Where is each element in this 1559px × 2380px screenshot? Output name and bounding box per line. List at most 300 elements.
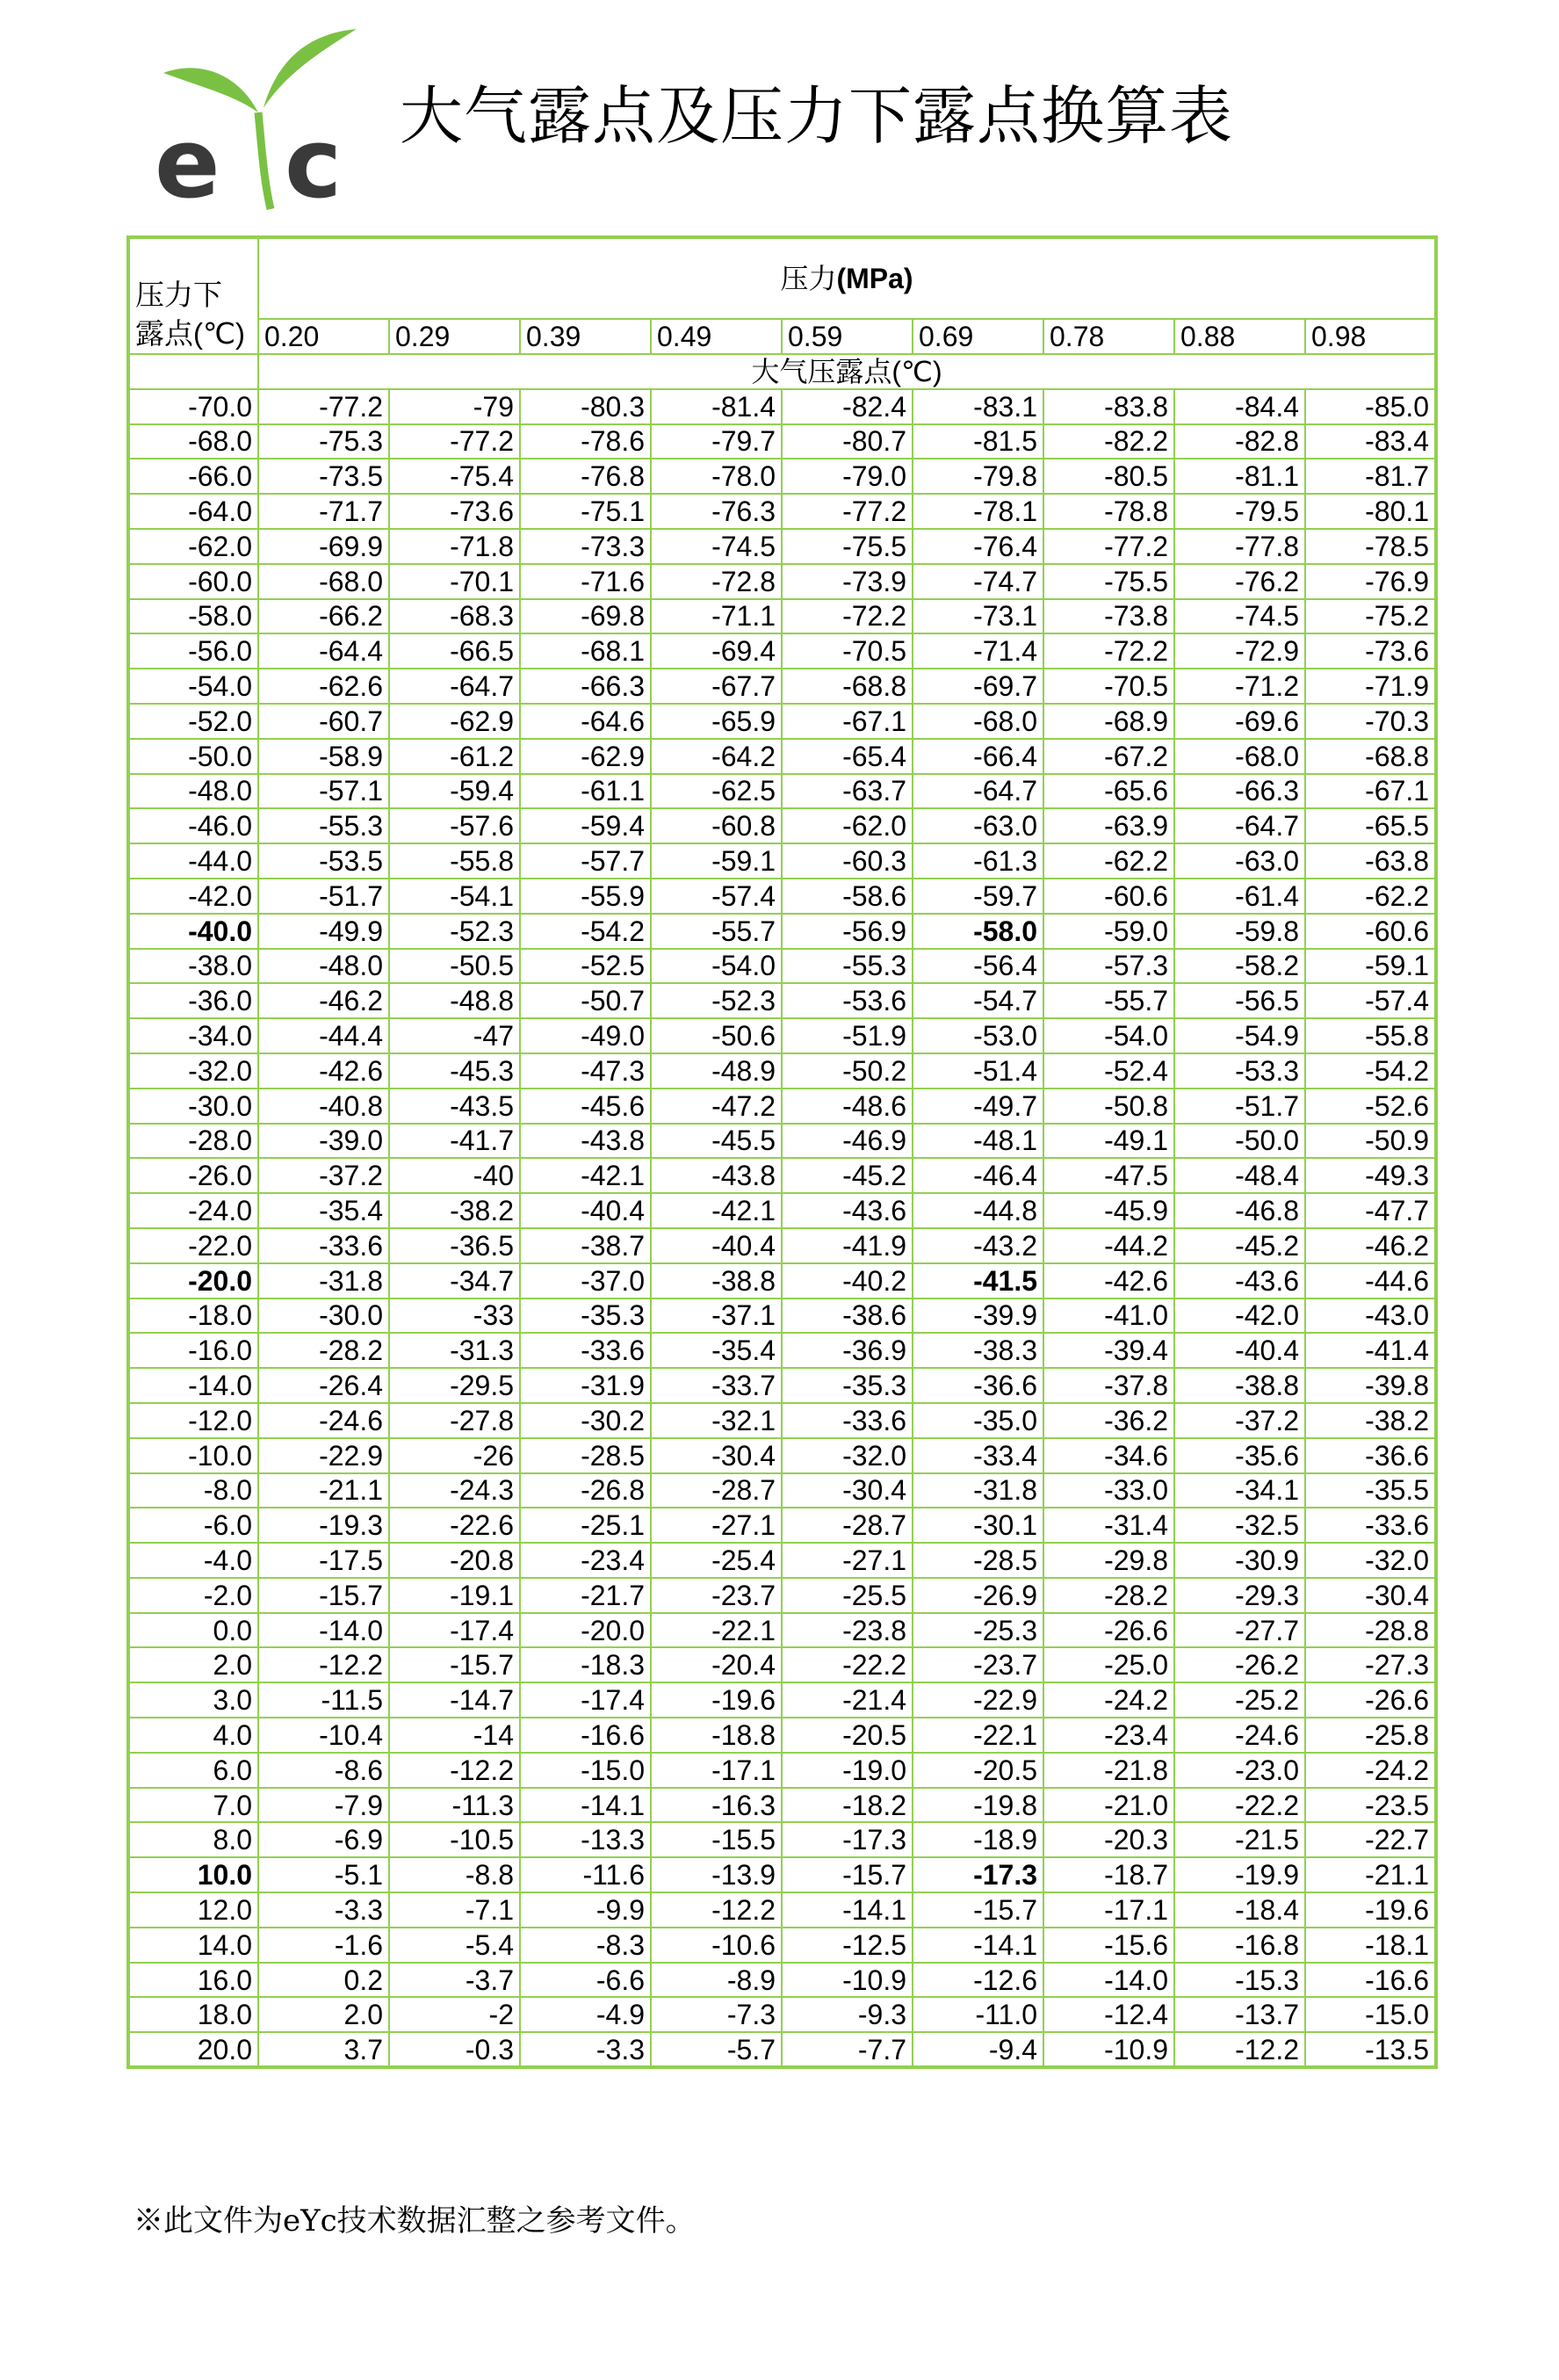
- atmospheric-dewpoint-cell: -41.7: [389, 1124, 520, 1159]
- atmospheric-dewpoint-cell: -8.8: [389, 1857, 520, 1892]
- atmospheric-dewpoint-cell: -56.4: [913, 949, 1043, 984]
- table-row: [128, 669, 1436, 704]
- atmospheric-dewpoint-cell: -71.4: [913, 633, 1043, 669]
- atmospheric-dewpoint-cell: -55.7: [651, 914, 782, 949]
- logo-letter-e: e: [155, 107, 220, 218]
- atmospheric-dewpoint-cell: -22.1: [913, 1718, 1043, 1753]
- pressure-dewpoint-cell: 3.0: [128, 1682, 258, 1718]
- atmospheric-dewpoint-cell: -73.3: [520, 529, 651, 564]
- atmospheric-dewpoint-cell: -35.6: [1174, 1438, 1305, 1473]
- atmospheric-dewpoint-cell: -33.7: [651, 1368, 782, 1403]
- atmospheric-dewpoint-cell: -80.3: [520, 389, 651, 424]
- pressure-dewpoint-cell: 12.0: [128, 1892, 258, 1928]
- atmospheric-dewpoint-cell: -27.3: [1305, 1647, 1436, 1682]
- atmospheric-dewpoint-cell: -40.4: [651, 1228, 782, 1263]
- atmospheric-dewpoint-cell: -42.6: [1043, 1263, 1174, 1299]
- atmospheric-dewpoint-cell: -14.1: [782, 1892, 913, 1928]
- atmospheric-dewpoint-cell: -34.6: [1043, 1438, 1174, 1473]
- atmospheric-dewpoint-cell: -69.4: [651, 633, 782, 669]
- atmospheric-dewpoint-cell: -39.8: [1305, 1368, 1436, 1403]
- atmospheric-dewpoint-cell: -56.9: [782, 914, 913, 949]
- atmospheric-dewpoint-cell: -78.0: [651, 459, 782, 494]
- atmospheric-dewpoint-cell: -72.8: [651, 564, 782, 599]
- table-row: [128, 1928, 1436, 1963]
- atmospheric-dewpoint-cell: -18.9: [913, 1822, 1043, 1857]
- atmospheric-dewpoint-cell: -22.2: [782, 1647, 913, 1682]
- atmospheric-dewpoint-cell: -66.4: [913, 739, 1043, 774]
- table-body: [128, 389, 1436, 2067]
- atmospheric-dewpoint-cell: -10.9: [1043, 2032, 1174, 2067]
- atmospheric-dewpoint-cell: -76.3: [651, 494, 782, 529]
- atmospheric-dewpoint-cell: -21.1: [258, 1473, 389, 1508]
- atmospheric-dewpoint-cell: -45.3: [389, 1053, 520, 1089]
- atmospheric-dewpoint-cell: -50.9: [1305, 1124, 1436, 1159]
- atmospheric-dewpoint-cell: -26.4: [258, 1368, 389, 1403]
- table-row: [128, 1508, 1436, 1543]
- atmospheric-dewpoint-cell: -14.1: [913, 1928, 1043, 1963]
- atmospheric-dewpoint-cell: -76.4: [913, 529, 1043, 564]
- atmospheric-dewpoint-cell: -48.6: [782, 1089, 913, 1124]
- atmospheric-dewpoint-cell: -10.9: [782, 1963, 913, 1998]
- atmospheric-dewpoint-cell: -71.7: [258, 494, 389, 529]
- atmospheric-dewpoint-cell: -63.9: [1043, 808, 1174, 843]
- atmospheric-dewpoint-cell: -39.4: [1043, 1333, 1174, 1368]
- atmospheric-dewpoint-cell: -12.6: [913, 1963, 1043, 1998]
- atmospheric-dewpoint-cell: -24.3: [389, 1473, 520, 1508]
- atmospheric-dewpoint-cell: -57.1: [258, 774, 389, 809]
- atmospheric-dewpoint-cell: -26.2: [1174, 1647, 1305, 1682]
- atmospheric-dewpoint-cell: -30.4: [1305, 1578, 1436, 1613]
- atmospheric-dewpoint-cell: -1.6: [258, 1928, 389, 1963]
- atmospheric-dewpoint-cell: -68.8: [782, 669, 913, 704]
- atmospheric-dewpoint-cell: -66.3: [520, 669, 651, 704]
- atmospheric-dewpoint-cell: -5.1: [258, 1857, 389, 1892]
- atmospheric-dewpoint-cell: -48.1: [913, 1124, 1043, 1159]
- atmospheric-dewpoint-cell: -41.9: [782, 1228, 913, 1263]
- atmospheric-dewpoint-cell: -9.3: [782, 1997, 913, 2032]
- pressure-dewpoint-cell: -38.0: [128, 949, 258, 984]
- atmospheric-dewpoint-cell: -37.2: [1174, 1403, 1305, 1438]
- atmospheric-dewpoint-cell: -11.5: [258, 1682, 389, 1718]
- atmospheric-dewpoint-cell: -28.7: [651, 1473, 782, 1508]
- atmospheric-dewpoint-cell: -33.0: [1043, 1473, 1174, 1508]
- atmospheric-dewpoint-cell: -28.2: [258, 1333, 389, 1368]
- atmospheric-dewpoint-cell: -37.2: [258, 1158, 389, 1193]
- atmospheric-dewpoint-cell: -52.3: [389, 914, 520, 949]
- atmospheric-dewpoint-cell: -73.6: [389, 494, 520, 529]
- atmospheric-dewpoint-cell: -12.4: [1043, 1997, 1174, 2032]
- atmospheric-dewpoint-cell: -33.6: [1305, 1508, 1436, 1543]
- atmospheric-dewpoint-cell: -42.6: [258, 1053, 389, 1089]
- atmospheric-dewpoint-cell: -60.3: [782, 843, 913, 879]
- pressure-dewpoint-cell: -22.0: [128, 1228, 258, 1263]
- atmospheric-dewpoint-cell: -33.4: [913, 1438, 1043, 1473]
- atmospheric-dewpoint-cell: -30.1: [913, 1508, 1043, 1543]
- atmospheric-dewpoint-cell: -50.6: [651, 1018, 782, 1053]
- atmospheric-dewpoint-cell: 2.0: [258, 1997, 389, 2032]
- pressure-dewpoint-cell: -70.0: [128, 389, 258, 424]
- pressure-value-cell: 0.39: [520, 319, 651, 354]
- atmospheric-dewpoint-cell: -17.4: [389, 1613, 520, 1648]
- atmospheric-dewpoint-cell: -2: [389, 1997, 520, 2032]
- pressure-dewpoint-cell: 18.0: [128, 1997, 258, 2032]
- footnote: ※此文件为eYc技术数据汇整之参考文件。: [134, 2203, 696, 2239]
- atmospheric-dewpoint-cell: -83.4: [1305, 424, 1436, 459]
- atmospheric-dewpoint-cell: -49.3: [1305, 1158, 1436, 1193]
- table-row: [128, 704, 1436, 739]
- atmospheric-dewpoint-cell: -17.4: [520, 1682, 651, 1718]
- atmospheric-dewpoint-cell: -43.8: [651, 1158, 782, 1193]
- atmospheric-dewpoint-cell: -41.5: [913, 1263, 1043, 1299]
- atmospheric-dewpoint-cell: -12.2: [389, 1753, 520, 1788]
- atmospheric-dewpoint-cell: -32.0: [782, 1438, 913, 1473]
- atmospheric-dewpoint-cell: -37.0: [520, 1263, 651, 1299]
- atmospheric-dewpoint-cell: -16.8: [1174, 1928, 1305, 1963]
- table-row: [128, 2032, 1436, 2067]
- atmospheric-dewpoint-cell: -54.7: [913, 983, 1043, 1018]
- atmospheric-dewpoint-cell: -32.1: [651, 1403, 782, 1438]
- atmospheric-dewpoint-cell: -65.5: [1305, 808, 1436, 843]
- pressure-dewpoint-cell: -42.0: [128, 879, 258, 914]
- atmospheric-dewpoint-cell: -30.4: [782, 1473, 913, 1508]
- atmospheric-dewpoint-cell: 0.2: [258, 1963, 389, 1998]
- atmospheric-dewpoint-cell: -59.7: [913, 879, 1043, 914]
- atmospheric-dewpoint-cell: -20.0: [520, 1613, 651, 1648]
- atmospheric-dewpoint-cell: -4.9: [520, 1997, 651, 2032]
- atmospheric-dewpoint-cell: -15.3: [1174, 1963, 1305, 1998]
- pressure-dewpoint-cell: -28.0: [128, 1124, 258, 1159]
- atmospheric-dewpoint-cell: -79.0: [782, 459, 913, 494]
- atmospheric-dewpoint-cell: -64.4: [258, 633, 389, 669]
- pressure-dewpoint-cell: -30.0: [128, 1089, 258, 1124]
- pressure-dewpoint-header: [128, 237, 258, 354]
- atmospheric-dewpoint-cell: -77.2: [389, 424, 520, 459]
- dewpoint-conversion-table: [126, 235, 1438, 2069]
- table-row: [128, 914, 1436, 949]
- atmospheric-dewpoint-cell: -18.1: [1305, 1928, 1436, 1963]
- atmospheric-dewpoint-cell: -64.7: [1174, 808, 1305, 843]
- atmospheric-dewpoint-cell: -57.3: [1043, 949, 1174, 984]
- atmospheric-dewpoint-cell: -55.3: [258, 808, 389, 843]
- atmospheric-dewpoint-cell: -56.5: [1174, 983, 1305, 1018]
- atmospheric-dewpoint-cell: -64.7: [913, 774, 1043, 809]
- atmospheric-dewpoint-cell: -22.7: [1305, 1822, 1436, 1857]
- atmospheric-dewpoint-cell: -47.7: [1305, 1193, 1436, 1228]
- table-row: [128, 1963, 1436, 1998]
- atmospheric-dewpoint-cell: -48.4: [1174, 1158, 1305, 1193]
- pressure-dewpoint-cell: -62.0: [128, 529, 258, 564]
- atmospheric-dewpoint-cell: -17.3: [913, 1857, 1043, 1892]
- atmospheric-dewpoint-cell: -26.6: [1043, 1613, 1174, 1648]
- atmospheric-dewpoint-cell: -60.6: [1305, 914, 1436, 949]
- atmospheric-dewpoint-cell: -22.6: [389, 1508, 520, 1543]
- pressure-dewpoint-cell: -40.0: [128, 914, 258, 949]
- atmospheric-dewpoint-cell: -73.8: [1043, 599, 1174, 634]
- atmospheric-dewpoint-cell: -38.6: [782, 1299, 913, 1334]
- atmospheric-dewpoint-cell: -62.9: [520, 739, 651, 774]
- atmospheric-dewpoint-cell: -84.4: [1174, 389, 1305, 424]
- pressure-dewpoint-cell: -64.0: [128, 494, 258, 529]
- table-row: [128, 633, 1436, 669]
- atmospheric-dewpoint-cell: -27.1: [651, 1508, 782, 1543]
- atmospheric-dewpoint-cell: -76.9: [1305, 564, 1436, 599]
- atmospheric-dewpoint-cell: -45.2: [1174, 1228, 1305, 1263]
- logo-letter-c: c: [285, 107, 343, 218]
- pressure-dewpoint-header-line1: 压力下: [135, 279, 222, 311]
- table-row: [128, 564, 1436, 599]
- atmospheric-dewpoint-cell: -43.6: [782, 1193, 913, 1228]
- atmospheric-dewpoint-cell: -82.2: [1043, 424, 1174, 459]
- atmospheric-dewpoint-cell: -58.2: [1174, 949, 1305, 984]
- atmospheric-dewpoint-cell: -33.6: [258, 1228, 389, 1263]
- atmospheric-dewpoint-cell: -32.5: [1174, 1508, 1305, 1543]
- atmospheric-dewpoint-cell: -58.0: [913, 914, 1043, 949]
- atmospheric-dewpoint-cell: -79.7: [651, 424, 782, 459]
- atmospheric-dewpoint-cell: -32.0: [1305, 1543, 1436, 1578]
- atmospheric-dewpoint-cell: -19.0: [782, 1753, 913, 1788]
- atmospheric-dewpoint-cell: -47: [389, 1018, 520, 1053]
- atmospheric-dewpoint-cell: -25.4: [651, 1543, 782, 1578]
- atmospheric-dewpoint-cell: -51.4: [913, 1053, 1043, 1089]
- atmospheric-dewpoint-cell: -15.0: [1305, 1997, 1436, 2032]
- atmospheric-dewpoint-cell: -36.6: [1305, 1438, 1436, 1473]
- atmospheric-dewpoint-cell: -3.7: [389, 1963, 520, 1998]
- atmospheric-dewpoint-cell: -78.6: [520, 424, 651, 459]
- atmospheric-dewpoint-cell: -55.3: [782, 949, 913, 984]
- pressure-dewpoint-cell: -32.0: [128, 1053, 258, 1089]
- pressure-dewpoint-cell: -10.0: [128, 1438, 258, 1473]
- atmospheric-dewpoint-cell: -63.7: [782, 774, 913, 809]
- table-row: [128, 1368, 1436, 1403]
- atmospheric-dewpoint-cell: -55.9: [520, 879, 651, 914]
- atmospheric-dewpoint-cell: -69.7: [913, 669, 1043, 704]
- atmospheric-dewpoint-cell: -24.6: [258, 1403, 389, 1438]
- atmospheric-dewpoint-cell: -43.8: [520, 1124, 651, 1159]
- atmospheric-dewpoint-cell: -71.1: [651, 599, 782, 634]
- atmospheric-dewpoint-cell: -68.0: [913, 704, 1043, 739]
- atmospheric-dewpoint-cell: -43.2: [913, 1228, 1043, 1263]
- atmospheric-dewpoint-cell: -26.9: [913, 1578, 1043, 1613]
- atmospheric-dewpoint-cell: -18.7: [1043, 1857, 1174, 1892]
- atmospheric-dewpoint-cell: -42.0: [1174, 1299, 1305, 1334]
- atmospheric-dewpoint-cell: -40.8: [258, 1089, 389, 1124]
- atmospheric-dewpoint-cell: -58.9: [258, 739, 389, 774]
- atmospheric-dewpoint-cell: -46.4: [913, 1158, 1043, 1193]
- atmospheric-dewpoint-cell: -31.4: [1043, 1508, 1174, 1543]
- atmospheric-dewpoint-cell: -13.5: [1305, 2032, 1436, 2067]
- table-row: [128, 1263, 1436, 1299]
- pressure-dewpoint-cell: 14.0: [128, 1928, 258, 1963]
- atmospheric-dewpoint-cell: -44.2: [1043, 1228, 1174, 1263]
- atmospheric-dewpoint-cell: -81.1: [1174, 459, 1305, 494]
- pressure-dewpoint-cell: -34.0: [128, 1018, 258, 1053]
- logo-leaf-right-icon: [263, 29, 357, 108]
- atmospheric-dewpoint-cell: -61.3: [913, 843, 1043, 879]
- table-row: [128, 1053, 1436, 1089]
- table-row: [128, 1997, 1436, 2032]
- atmospheric-dewpoint-cell: -65.6: [1043, 774, 1174, 809]
- pressure-dewpoint-cell: -26.0: [128, 1158, 258, 1193]
- atmospheric-dewpoint-cell: -35.4: [258, 1193, 389, 1228]
- atmospheric-dewpoint-cell: -22.9: [258, 1438, 389, 1473]
- atmospheric-dewpoint-cell: -6.6: [520, 1963, 651, 1998]
- pressure-dewpoint-cell: -12.0: [128, 1403, 258, 1438]
- atmospheric-dewpoint-cell: -83.8: [1043, 389, 1174, 424]
- atmospheric-dewpoint-cell: -8.9: [651, 1963, 782, 1998]
- table-row: [128, 1613, 1436, 1648]
- atmospheric-dewpoint-cell: -26: [389, 1438, 520, 1473]
- atmospheric-dewpoint-cell: -79.5: [1174, 494, 1305, 529]
- pressure-dewpoint-cell: -14.0: [128, 1368, 258, 1403]
- pressure-value-cell: 0.20: [258, 319, 389, 354]
- pressure-dewpoint-cell: 20.0: [128, 2032, 258, 2067]
- atmospheric-dewpoint-cell: -12.5: [782, 1928, 913, 1963]
- table-row: [128, 1892, 1436, 1928]
- atmospheric-dewpoint-cell: -54.1: [389, 879, 520, 914]
- atmospheric-dewpoint-cell: -23.7: [651, 1578, 782, 1613]
- atmospheric-dewpoint-cell: -14: [389, 1718, 520, 1753]
- atmospheric-dewpoint-cell: -72.2: [782, 599, 913, 634]
- atmospheric-dewpoint-cell: -24.2: [1305, 1753, 1436, 1788]
- pressure-dewpoint-cell: 2.0: [128, 1647, 258, 1682]
- atmospheric-dewpoint-cell: -57.4: [1305, 983, 1436, 1018]
- atmospheric-dewpoint-cell: -47.2: [651, 1089, 782, 1124]
- pressure-dewpoint-cell: -46.0: [128, 808, 258, 843]
- atmospheric-dewpoint-cell: -67.1: [1305, 774, 1436, 809]
- table-row: [128, 843, 1436, 879]
- atmospheric-dewpoint-cell: -38.7: [520, 1228, 651, 1263]
- pressure-value-cell: 0.88: [1174, 319, 1305, 354]
- atmospheric-dewpoint-cell: -61.2: [389, 739, 520, 774]
- pressure-dewpoint-cell: -52.0: [128, 704, 258, 739]
- atmospheric-dewpoint-cell: -29.8: [1043, 1543, 1174, 1578]
- atmospheric-dewpoint-cell: -50.8: [1043, 1089, 1174, 1124]
- atmospheric-dewpoint-cell: -31.9: [520, 1368, 651, 1403]
- table-row: [128, 1333, 1436, 1368]
- pressure-value-cell: 0.59: [782, 319, 913, 354]
- atmospheric-dewpoint-cell: -47.5: [1043, 1158, 1174, 1193]
- atmospheric-dewpoint-cell: -64.6: [520, 704, 651, 739]
- atmospheric-dewpoint-cell: -76.2: [1174, 564, 1305, 599]
- pressure-dewpoint-cell: 4.0: [128, 1718, 258, 1753]
- atmospheric-dewpoint-cell: -10.4: [258, 1718, 389, 1753]
- atmospheric-dewpoint-cell: -23.8: [782, 1613, 913, 1648]
- atmospheric-dewpoint-cell: -38.2: [1305, 1403, 1436, 1438]
- atmospheric-dewpoint-cell: -43.6: [1174, 1263, 1305, 1299]
- table-row: [128, 1578, 1436, 1613]
- atmospheric-dewpoint-cell: -34.1: [1174, 1473, 1305, 1508]
- atmospheric-dewpoint-cell: -12.2: [651, 1892, 782, 1928]
- atmospheric-dewpoint-cell: -19.3: [258, 1508, 389, 1543]
- table-row: [128, 1543, 1436, 1578]
- atmospheric-dewpoint-cell: -17.1: [1043, 1892, 1174, 1928]
- atmospheric-dewpoint-cell: -15.7: [389, 1647, 520, 1682]
- atmospheric-dewpoint-cell: -22.1: [651, 1613, 782, 1648]
- atmospheric-dewpoint-cell: -62.0: [782, 808, 913, 843]
- atmospheric-dewpoint-cell: -14.7: [389, 1682, 520, 1718]
- atmospheric-dewpoint-cell: -8.3: [520, 1928, 651, 1963]
- atmospheric-dewpoint-cell: -85.0: [1305, 389, 1436, 424]
- atmospheric-dewpoint-cell: -73.6: [1305, 633, 1436, 669]
- atmospheric-dewpoint-cell: -38.8: [1174, 1368, 1305, 1403]
- atmospheric-dewpoint-cell: -59.1: [1305, 949, 1436, 984]
- pressure-dewpoint-cell: -48.0: [128, 774, 258, 809]
- table-row: [128, 983, 1436, 1018]
- table-row: [128, 739, 1436, 774]
- pressure-dewpoint-cell: -50.0: [128, 739, 258, 774]
- atmospheric-dewpoint-cell: -11.0: [913, 1997, 1043, 2032]
- atmospheric-dewpoint-cell: -73.9: [782, 564, 913, 599]
- atmospheric-dewpoint-cell: -41.4: [1305, 1333, 1436, 1368]
- atmospheric-dewpoint-cell: 3.7: [258, 2032, 389, 2067]
- blank-header-cell: [128, 354, 258, 389]
- atmospheric-dewpoint-cell: -40.4: [1174, 1333, 1305, 1368]
- atmospheric-dewpoint-cell: -62.9: [389, 704, 520, 739]
- table-row: [128, 879, 1436, 914]
- atmospheric-dewpoint-cell: -54.9: [1174, 1018, 1305, 1053]
- table-row: [128, 1473, 1436, 1508]
- atmospheric-dewpoint-cell: -31.8: [258, 1263, 389, 1299]
- atmospheric-dewpoint-cell: -59.8: [1174, 914, 1305, 949]
- atmospheric-dewpoint-cell: -73.5: [258, 459, 389, 494]
- atmospheric-dewpoint-cell: -15.5: [651, 1822, 782, 1857]
- atmospheric-dewpoint-cell: -28.5: [913, 1543, 1043, 1578]
- atmospheric-dewpoint-cell: -18.4: [1174, 1892, 1305, 1928]
- atmospheric-dewpoint-cell: -45.9: [1043, 1193, 1174, 1228]
- pressure-dewpoint-cell: -18.0: [128, 1299, 258, 1334]
- atmospheric-dewpoint-cell: -24.6: [1174, 1718, 1305, 1753]
- atmospheric-dewpoint-cell: -21.5: [1174, 1822, 1305, 1857]
- atmospheric-dewpoint-cell: -48.9: [651, 1053, 782, 1089]
- atmospheric-dewpoint-cell: -54.2: [520, 914, 651, 949]
- atmospheric-dewpoint-cell: -69.9: [258, 529, 389, 564]
- pressure-dewpoint-cell: -20.0: [128, 1263, 258, 1299]
- logo-stem-icon: [258, 112, 271, 209]
- atmospheric-dewpoint-cell: -52.4: [1043, 1053, 1174, 1089]
- atmospheric-dewpoint-cell: -66.3: [1174, 774, 1305, 809]
- atmospheric-dewpoint-cell: -63.8: [1305, 843, 1436, 879]
- atmospheric-dewpoint-cell: -40: [389, 1158, 520, 1193]
- atmospheric-dewpoint-cell: -24.2: [1043, 1682, 1174, 1718]
- atmospheric-dewpoint-cell: -58.6: [782, 879, 913, 914]
- atmospheric-dewpoint-cell: -22.2: [1174, 1788, 1305, 1823]
- atmospheric-dewpoint-cell: -80.5: [1043, 459, 1174, 494]
- pressure-dewpoint-cell: 10.0: [128, 1857, 258, 1892]
- pressure-dewpoint-cell: 0.0: [128, 1613, 258, 1648]
- logo-leaf-left-icon: [163, 68, 258, 112]
- atmospheric-dewpoint-cell: -46.2: [258, 983, 389, 1018]
- atmospheric-dewpoint-cell: -74.7: [913, 564, 1043, 599]
- atmospheric-dewpoint-cell: -79.8: [913, 459, 1043, 494]
- atmospheric-dewpoint-cell: -35.3: [782, 1368, 913, 1403]
- table-row: [128, 1228, 1436, 1263]
- atmospheric-dewpoint-cell: -34.7: [389, 1263, 520, 1299]
- atmospheric-dewpoint-cell: -78.8: [1043, 494, 1174, 529]
- atmospheric-dewpoint-cell: -81.7: [1305, 459, 1436, 494]
- atmospheric-dewpoint-cell: -28.5: [520, 1438, 651, 1473]
- atmospheric-dewpoint-cell: -30.9: [1174, 1543, 1305, 1578]
- table-row: [128, 1193, 1436, 1228]
- atmospheric-dewpoint-cell: -25.1: [520, 1508, 651, 1543]
- atmospheric-dewpoint-cell: -45.6: [520, 1089, 651, 1124]
- atmospheric-dewpoint-cell: -46.8: [1174, 1193, 1305, 1228]
- atmospheric-dewpoint-cell: -62.2: [1305, 879, 1436, 914]
- atmospheric-dewpoint-cell: -82.8: [1174, 424, 1305, 459]
- atmospheric-dewpoint-cell: -60.8: [651, 808, 782, 843]
- atmospheric-dewpoint-cell: -70.1: [389, 564, 520, 599]
- atmospheric-dewpoint-cell: -15.7: [782, 1857, 913, 1892]
- atmospheric-dewpoint-cell: -21.0: [1043, 1788, 1174, 1823]
